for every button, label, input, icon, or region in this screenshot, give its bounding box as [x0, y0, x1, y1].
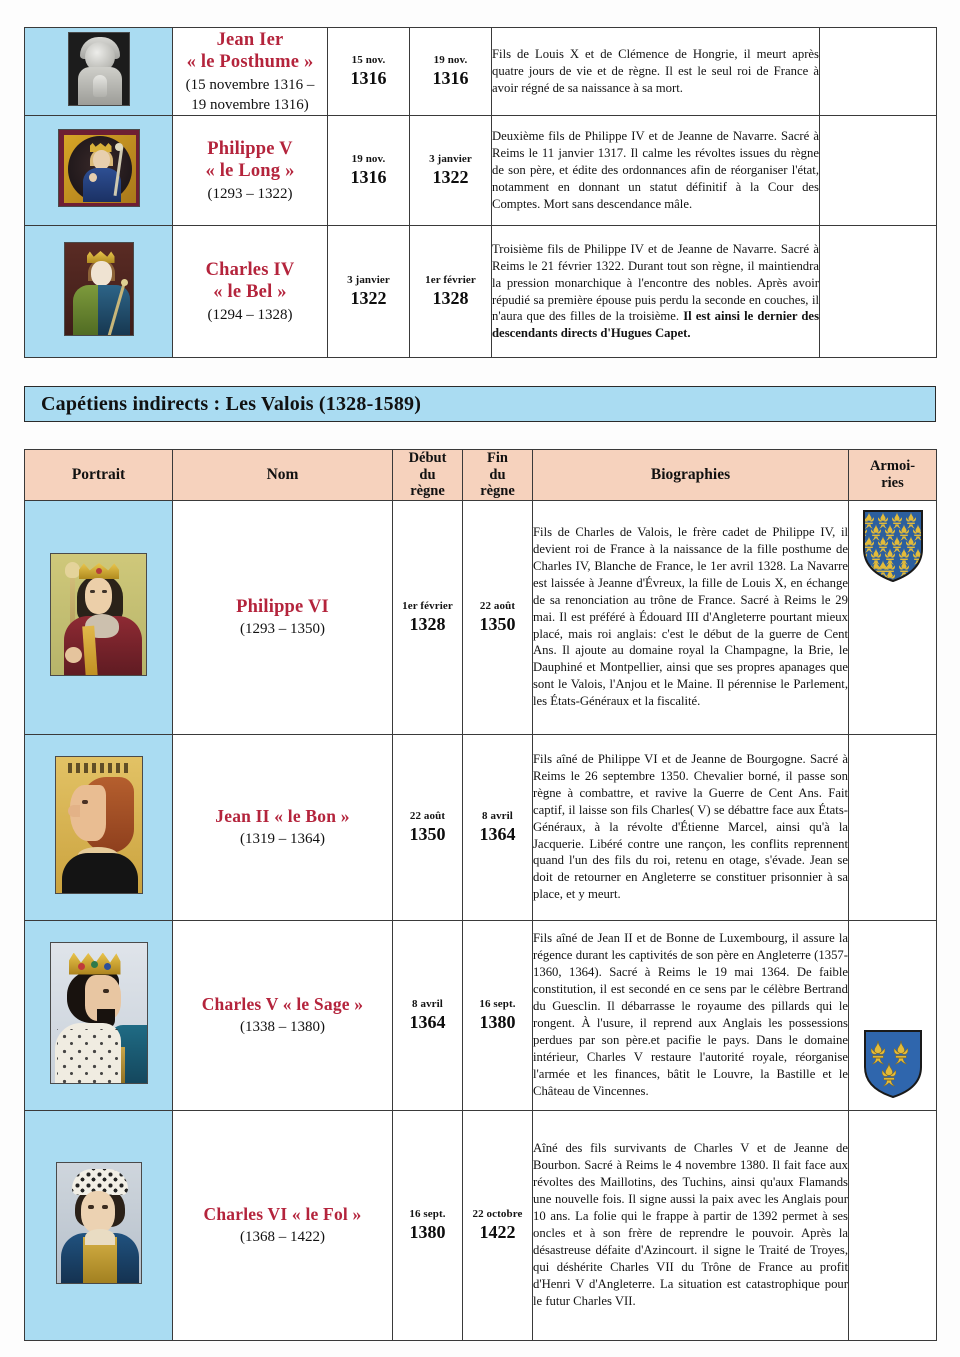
reign-end-day: 1er février — [425, 274, 476, 287]
portrait-charles-iv-icon — [64, 242, 134, 336]
king-name: Charles IV — [205, 259, 295, 280]
biography-cell — [533, 500, 849, 734]
armoiries-cell-france-ancien — [849, 500, 937, 734]
reign-end-day: 3 janvier — [429, 153, 472, 166]
reign-start-cell — [328, 28, 410, 116]
biography-cell — [492, 226, 820, 358]
reign-end-year: 1422 — [479, 1221, 516, 1242]
column-header-fin-regne — [463, 450, 533, 501]
king-life-line1: (15 novembre 1316 – — [185, 76, 315, 93]
header-line-2: du — [419, 466, 436, 483]
reign-end-cell — [463, 734, 533, 920]
table-row — [25, 116, 937, 226]
reign-end-day: 16 sept. — [479, 997, 516, 1010]
portrait-charles-vi-icon — [56, 1162, 142, 1284]
reign-end-day: 8 avril — [482, 809, 513, 822]
reign-start-year: 1316 — [350, 166, 387, 187]
armoiries-cell — [820, 28, 937, 116]
king-name: Charles VI « le Fol » — [203, 1204, 362, 1225]
table-row — [25, 734, 937, 920]
reign-end-year: 1364 — [479, 823, 516, 844]
biography-cell — [533, 1110, 849, 1340]
king-life-line2: 19 novembre 1316) — [191, 97, 309, 114]
reign-end-year: 1316 — [432, 67, 469, 88]
portrait-philippe-vi-icon — [50, 553, 147, 676]
armoiries-cell — [820, 116, 937, 226]
reign-end-year: 1350 — [479, 613, 516, 634]
reign-start-cell — [393, 734, 463, 920]
column-header-debut-regne — [393, 450, 463, 501]
section-banner-valois — [24, 386, 936, 422]
king-name: Jean II « le Bon » — [215, 806, 350, 827]
reign-start-cell — [393, 1110, 463, 1340]
reign-start-cell — [393, 500, 463, 734]
table-row — [25, 28, 937, 116]
name-cell — [173, 920, 393, 1110]
portrait-cell-jean-ier — [25, 28, 173, 116]
reign-start-year: 1322 — [350, 287, 387, 308]
biography-text: Fils aîné de Jean II et de Bonne de Luxembourg, il assure la régence durant les captivités de son père en Angleterre (1357-1360, 1364). Sacré à Reims le 19 mai 1364. De faible constitution, il est secondé en ce sens par le célèbre Bertrand du Guesclin. Il débarrasse le royaume des pillards qui le rongent. À l'usure, il reprend aux Anglais les possessions perdues par son père.et pacifie le pays. Dans le domaine intérieur, Charles V restaure l'autorité royale, réorganise l'armée et les finances, bâtit le Louvre, la Bastille et le Château de Vincennes. — [533, 931, 848, 1098]
name-cell — [173, 226, 328, 358]
table-row — [25, 920, 937, 1110]
column-header-nom: Nom — [173, 450, 393, 501]
biography-cell — [492, 116, 820, 226]
biography-cell — [492, 28, 820, 116]
king-nickname: « le Long » — [205, 161, 295, 182]
reign-end-cell — [463, 920, 533, 1110]
shield-france-moderne-icon — [863, 1029, 923, 1099]
biography-text: Fils aîné de Philippe VI et de Jeanne de Bourgogne. Sacré à Reims le 26 septembre 1350. Chevalier borné, il passe son règne à combattre, et ravive la Guerre de Cent Ans. Fait captif, il laisse son fils Charles( V) se débattre face aux États-Généraux, à la révolte d'Étienne Marcel, ainsi qu'à la Jacquerie. Libéré contre une rançon, les conflits reprennent quand l'un des fils du roi, retenu en otage, s'évade. Jean se doit de retourner en Angleterre se constituer prisonnier à sa place, et y meurt. — [533, 751, 848, 902]
reign-end-cell — [463, 1110, 533, 1340]
header-line-2: ries — [881, 474, 904, 491]
portrait-jean-ier-icon — [68, 32, 130, 106]
biography-text: Fils de Charles de Valois, le frère cadet de Philippe IV, il devient roi de France à la naissance de la fille posthume de Charles IV, Blanche de France, le 1er avril 1328. La Navarre est laissée à Jeanne d'Évreux, la fille de Louis X, en échange de sa renonciation au trône de France. Sacré à Reims le 29 mai. Il est préféré à Édouard III d'Angleterre pourtant mieux placé, mais roi anglais: c'est le début de la guerre de Cent Ans. Il ajoute au domaine royal la Champagne, la Brie, le Dauphiné et Montpellier, ainsi que ses propres apanages que sont le Valois, l'Anjou et le Maine. Il pérennise le Parlement, les États-Généraux et la fiscalité. — [533, 524, 848, 709]
reign-start-cell — [393, 920, 463, 1110]
table-header-row — [25, 450, 937, 501]
reign-end-year: 1322 — [432, 166, 469, 187]
king-life: (1293 – 1322) — [207, 185, 293, 202]
name-cell — [173, 1110, 393, 1340]
biography-text-bold: Il est ainsi le dernier des descendants directs d'Hugues Capet. — [492, 309, 820, 341]
king-life: (1338 – 1380) — [240, 1018, 325, 1035]
biography-cell — [533, 920, 849, 1110]
king-life: (1293 – 1350) — [240, 621, 325, 638]
shield-france-ancien-icon — [862, 509, 924, 583]
biography-text: Aîné des fils survivants de Charles V et de Jeanne de Bourbon. Sacré à Reims le 4 novembre 1380. Il fait face aux révoltes des Maillotins, des Tuchins, ainsi qu'aux Flamands une nouvelle fois. Il signe aussi la paix avec les Anglais pour 10 ans. La folie qui le frappe à partir de 1392 permet à ses oncles et à son frère de reprendre le pouvoir. Après la désastreuse défaite d'Azincourt. il signe le Traité de Troyes, qui déshérite Charles VII du Trône de France au profit d'Henri V d'Angleterre. La situation est catastrophique pour le futur Charles VII. — [533, 1141, 848, 1308]
reign-start-day: 19 nov. — [351, 153, 386, 166]
portrait-cell-philippe-vi — [25, 500, 173, 734]
reign-start-year: 1316 — [350, 67, 387, 88]
biography-cell — [533, 734, 849, 920]
name-cell — [173, 500, 393, 734]
reign-end-year: 1328 — [432, 287, 469, 308]
reign-end-cell — [463, 500, 533, 734]
header-line-1: Début — [408, 450, 447, 466]
header-line-2: du — [489, 466, 506, 483]
reign-start-year: 1350 — [409, 823, 446, 844]
section-banner-title: Capétiens indirects : Les Valois (1328-1589) — [41, 392, 422, 415]
column-header-armoiries — [849, 450, 937, 501]
reign-start-day: 16 sept. — [409, 1207, 446, 1220]
name-cell — [173, 734, 393, 920]
reign-end-day: 19 nov. — [433, 54, 468, 67]
king-name: Philippe V — [207, 138, 293, 159]
header-line-1: Fin — [487, 450, 508, 466]
reign-start-day: 15 nov. — [351, 54, 386, 67]
reign-end-day: 22 octobre — [472, 1207, 523, 1220]
armoiries-cell — [849, 1110, 937, 1340]
reign-start-day: 1er février — [402, 599, 453, 612]
portrait-cell-charles-vi — [25, 1110, 173, 1340]
reign-end-cell — [410, 28, 492, 116]
table-row — [25, 1110, 937, 1340]
portrait-jean-ii-icon — [55, 756, 143, 894]
reign-start-day: 22 août — [409, 809, 446, 822]
table-row — [25, 226, 937, 358]
header-line-3: règne — [480, 483, 515, 500]
portrait-cell-charles-v — [25, 920, 173, 1110]
portrait-cell-philippe-v — [25, 116, 173, 226]
reign-end-year: 1380 — [479, 1011, 516, 1032]
name-cell — [173, 28, 328, 116]
reign-end-cell — [410, 116, 492, 226]
biography-text: Troisième fils de Philippe IV et de Jeanne de Navarre. Sacré à Reims le 21 février 1322. Durant tout son règne, il maintiendra la pression monarchique à l'encontre des nobles. Après avoir répudié sa première épouse puis perdu la seconde en couches, il n'aura que des filles de la troisième. — [492, 241, 819, 324]
king-nickname: « le Bel » — [213, 282, 287, 303]
biography-text: Fils de Louis X et de Clémence de Hongrie, il meurt après quatre jours de vie et de règne. Il est le seul roi de France à avoir régné de sa naissance à sa mort. — [492, 47, 819, 95]
column-header-portrait: Portrait — [25, 450, 173, 501]
name-cell — [173, 116, 328, 226]
reign-start-cell — [328, 226, 410, 358]
reign-end-day: 22 août — [479, 599, 516, 612]
reign-start-year: 1380 — [409, 1221, 446, 1242]
reign-start-day: 8 avril — [412, 997, 443, 1010]
header-line-1: Armoi- — [869, 458, 916, 475]
table-row — [25, 500, 937, 734]
portrait-philippe-v-icon — [58, 129, 140, 207]
king-life: (1368 – 1422) — [240, 1228, 325, 1245]
reign-start-year: 1328 — [409, 613, 446, 634]
armoiries-cell — [849, 734, 937, 920]
reign-start-cell — [328, 116, 410, 226]
portrait-cell-jean-ii — [25, 734, 173, 920]
capetiens-directs-table — [24, 27, 937, 358]
reign-start-day: 3 janvier — [347, 274, 390, 287]
reign-start-year: 1364 — [409, 1011, 446, 1032]
king-name: Charles V « le Sage » — [201, 994, 364, 1015]
portrait-cell-charles-iv — [25, 226, 173, 358]
valois-table — [24, 449, 937, 1341]
header-line-3: règne — [410, 483, 445, 500]
king-life: (1294 – 1328) — [207, 306, 293, 323]
king-life: (1319 – 1364) — [240, 830, 325, 847]
reign-end-cell — [410, 226, 492, 358]
king-name: Jean Ier — [216, 29, 284, 50]
king-nickname: « le Posthume » — [186, 52, 314, 73]
king-name: Philippe VI — [236, 596, 329, 617]
armoiries-cell-france-moderne — [849, 920, 937, 1110]
armoiries-cell — [820, 226, 937, 358]
portrait-charles-v-icon — [50, 942, 148, 1084]
column-header-biographies: Biographies — [533, 450, 849, 501]
biography-text: Deuxième fils de Philippe IV et de Jeanne de Navarre. Sacré à Reims le 11 janvier 1317. Il calme les révoltes issues du règne de son père, et édite des ordonnances afin de réorganiser l'état, notamment en donnant un statut définitif à la Cour des Comptes. Mort sans descendance mâle. — [492, 129, 819, 211]
